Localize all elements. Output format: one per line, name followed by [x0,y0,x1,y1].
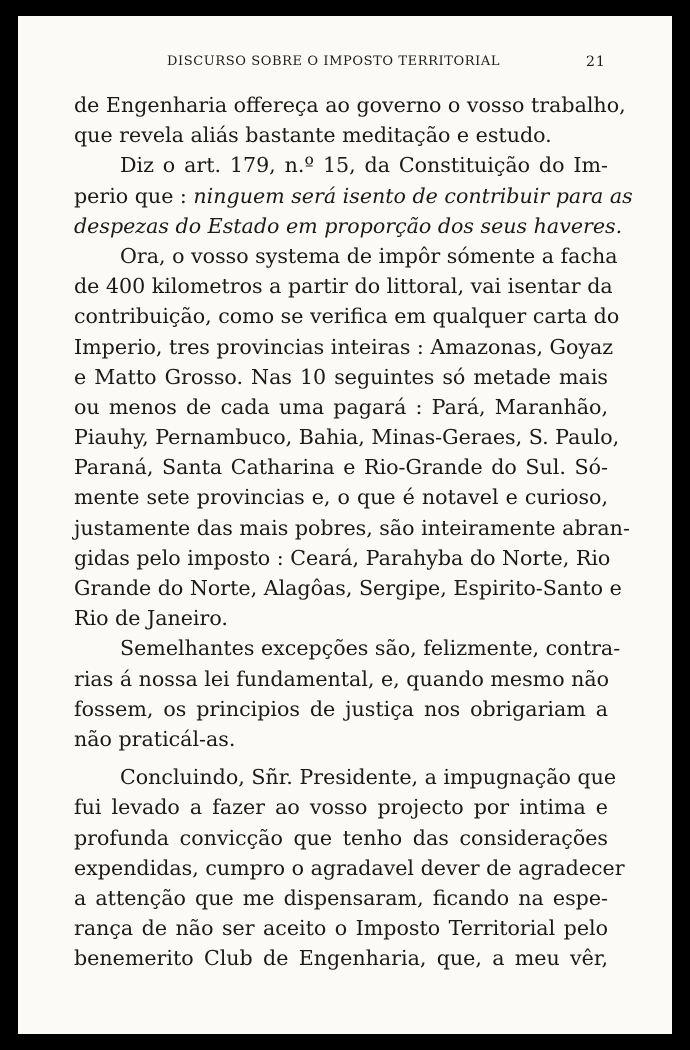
text-line: e Matto Grosso. Nas 10 seguintes só metade mais [74,364,608,389]
text-line: Piauhy, Pernambuco, Bahia, Minas-Geraes, S. Paulo, [74,425,620,450]
paragraph-5 [74,762,625,973]
text-line: Rio de Janeiro. [74,606,228,631]
book-page [18,16,672,1034]
text-line: Concluindo, Sñr. Presidente, a impugnação que [120,765,617,790]
text-line: fui levado a fazer ao vosso projecto por intima e [74,795,608,820]
paragraph-4 [74,633,621,754]
running-title: DISCURSO SOBRE O IMPOSTO TERRITORIAL [167,54,501,69]
constitution-quote-end: despezas do Estado em proporção dos seus haveres. [74,213,623,238]
text-line: de 400 kilometros a partir do littoral, vai isentar da [74,274,613,299]
text-line: benemerito Club de Engenharia, que, a meu vêr, [74,946,608,971]
paragraph-2 [74,150,633,241]
running-head [18,54,672,74]
text-line: a attenção que me dispensaram, ficando na espe- [74,885,608,910]
paragraph-1 [74,90,626,150]
text-line: Ora, o vosso systema de impôr sómente a facha [120,243,618,268]
text-line: rias á nossa lei fundamental, e, quando mesmo não [74,666,610,691]
paragraph-3 [74,241,630,633]
text-line-mixed [74,181,633,211]
text-line: rança de não ser aceito o Imposto Territorial pelo [74,916,608,941]
text-line: não praticál-as. [74,726,236,751]
text-line: Semelhantes excepções são, felizmente, contra- [120,636,621,661]
text-line: Imperio, tres provincias inteiras : Amazonas, Goyaz [74,334,614,359]
body-text [74,90,633,973]
text-line: profunda convicção que tenho das considerações [74,825,608,850]
text-line: justamente das mais pobres, são inteiramente abran- [74,515,630,540]
text-line: expendidas, cumpro o agradavel dever de agradecer [74,855,625,880]
page-number: 21 [586,54,606,70]
text-line: Grande do Norte, Alagôas, Sergipe, Espirito-Santo e [74,576,622,600]
text-line: contribuição, como se verifica em qualquer carta do [74,304,620,329]
text-line: fossem, os principios de justiça nos obrigariam a [74,696,608,721]
text-line: Diz o art. 179, n.º 15, da Constituição do Im- [120,153,608,178]
text-line: gidas pelo imposto : Ceará, Parahyba do Norte, Rio [74,545,611,570]
text-line: Paraná, Santa Catharina e Rio-Grande do Sul. Só- [74,455,608,480]
text-line: de Engenharia offereça ao governo o vosso trabalho, [74,93,626,117]
text-line: que revela aliás bastante meditação e estudo. [74,123,552,148]
text-run: perio que : [74,183,187,208]
constitution-quote: ninguem será isento de contribuir para as [193,183,633,208]
paragraph-gap [74,754,608,762]
text-line: mente sete provincias e, o que é notavel e curioso, [74,485,608,510]
text-line: ou menos de cada uma pagará : Pará, Maranhão, [74,394,608,419]
